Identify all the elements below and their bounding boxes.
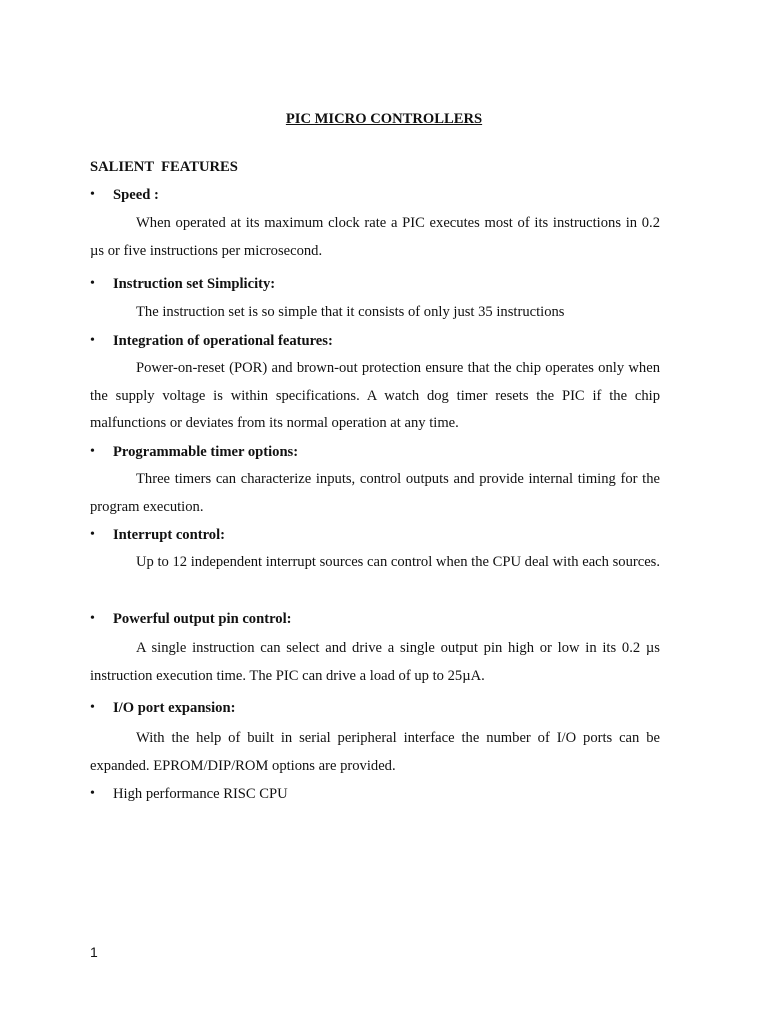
bullet-icon: • bbox=[90, 333, 95, 348]
feature-label: Instruction set Simplicity: bbox=[113, 276, 276, 292]
feature-label: High performance RISC CPU bbox=[113, 786, 288, 802]
page-number: 1 bbox=[90, 944, 98, 960]
bullet-icon: • bbox=[90, 786, 95, 801]
feature-description: A single instruction can select and drive a single output pin high or low in its 0.2 µs instruction execution time. The PIC can drive a load of up to 25µA. bbox=[90, 640, 660, 684]
feature-label: Speed : bbox=[113, 187, 159, 203]
feature-label: Integration of operational features: bbox=[113, 333, 333, 349]
feature-label: Programmable timer options: bbox=[113, 444, 299, 460]
section-heading: SALIENT FEATURES bbox=[90, 159, 238, 175]
feature-description: Three timers can characterize inputs, control outputs and provide internal timing for the program execution. bbox=[90, 471, 660, 515]
feature-label: Powerful output pin control: bbox=[113, 611, 292, 627]
feature-description: With the help of built in serial peripheral interface the number of I/O ports can be expanded. EPROM/DIP/ROM options are provided. bbox=[90, 730, 660, 774]
bullet-icon: • bbox=[90, 611, 95, 626]
document-title: PIC MICRO CONTROLLERS bbox=[285, 111, 483, 127]
feature-description: Power-on-reset (POR) and brown-out protection ensure that the chip operates only when the supply voltage is within specifications. A watch dog timer resets the PIC if the chip malfunctions or deviates from its normal operation at any time. bbox=[90, 360, 660, 431]
bullet-icon: • bbox=[90, 527, 95, 542]
feature-label: I/O port expansion: bbox=[113, 700, 236, 716]
feature-label: Interrupt control: bbox=[113, 527, 226, 543]
feature-description: The instruction set is so simple that it consists of only just 35 instructions bbox=[136, 304, 565, 320]
feature-description: Up to 12 independent interrupt sources can control when the CPU deal with each sources. bbox=[136, 554, 661, 570]
bullet-icon: • bbox=[90, 700, 95, 715]
bullet-icon: • bbox=[90, 276, 95, 291]
bullet-icon: • bbox=[90, 444, 95, 459]
bullet-icon: • bbox=[90, 187, 95, 202]
feature-description: When operated at its maximum clock rate a PIC executes most of its instructions in 0.2 µs or five instructions per microsecond. bbox=[90, 215, 660, 259]
